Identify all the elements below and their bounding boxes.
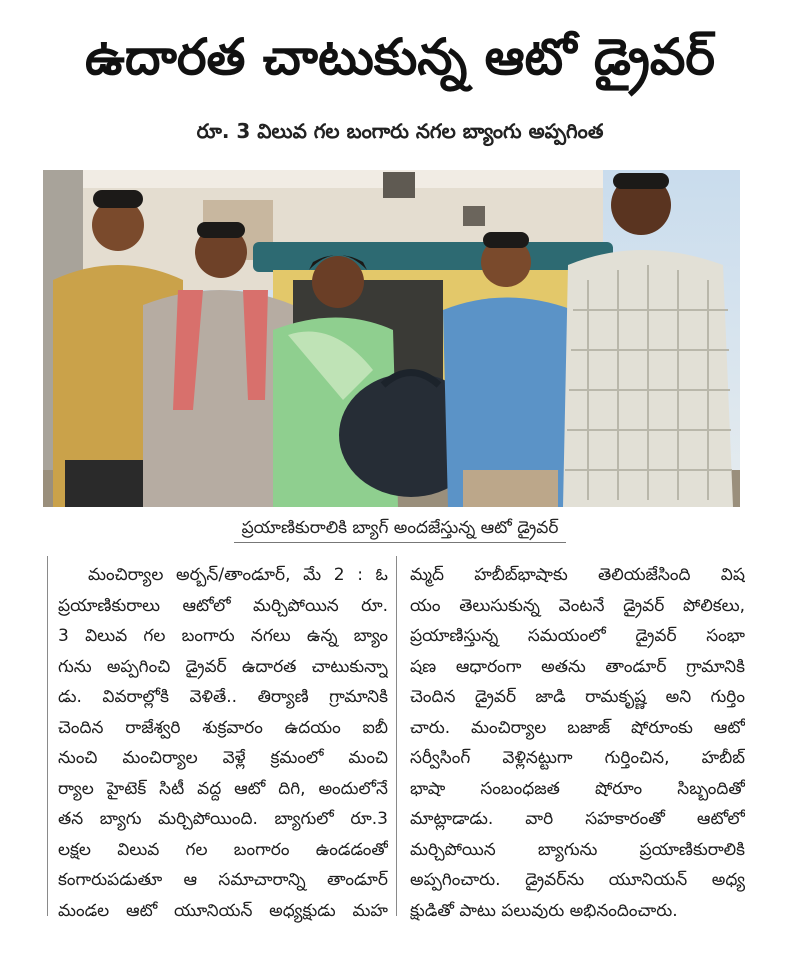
article-line: మంచిర్యాల అర్బన్/తాండూర్, మే 2 : ఓ — [88, 565, 388, 585]
article-line: చెందిన రాజేశ్వరి శుక్రవారం ఉదయం ఐబీ — [58, 717, 388, 738]
article-line: చెందిన డ్రైవర్ జాడి రామకృష్ణ అని గుర్తిం — [410, 687, 745, 707]
photo-caption-block — [0, 514, 800, 543]
article-column-left — [58, 560, 388, 926]
article-line: నుంచి మంచిర్యాల వెళ్లే క్రమంలో మంచి — [58, 748, 388, 768]
article-line: ప్రయాణికురాలు ఆటోలో మర్చిపోయిన రూ. — [58, 595, 388, 616]
article-line: మాట్లాడాడు. వారి సహకారంతో ఆటోలో — [410, 809, 745, 829]
article-line: డు. వివరాల్లోకి వెళితే.. తిర్యాణి గ్రామానికి — [58, 687, 388, 707]
article-line: 3 విలువ గల బంగారు నగలు ఉన్న బ్యాం — [58, 626, 388, 646]
article-line: అప్పగించారు. డ్రైవర్‌ను యూనియన్ అధ్య — [410, 870, 745, 890]
article-line: తన బ్యాగు మర్చిపోయింది. బ్యాగులో రూ.3 — [58, 809, 388, 829]
article-subheadline: రూ. 3 విలువ గల బంగారు నగల బ్యాంగు అప్పగింత — [196, 119, 604, 143]
article-line: ర్యాల హైటెక్ సిటీ వద్ద ఆటో దిగి, అందులోనే — [58, 778, 388, 799]
article-line: మ్మద్ హబీబ్‌భాషాకు తెలియజేసింది విష — [410, 565, 745, 585]
article-line: షణ ఆధారంగా అతను తాండూర్ గ్రామానికి — [410, 656, 745, 677]
photo-caption: ప్రయాణికురాలికి బ్యాగ్ అందజేస్తున్న ఆటో డ్రైవర్ — [234, 514, 567, 543]
article-line: యం తెలుసుకున్న వెంటనే డ్రైవర్ పోలికలు, — [410, 595, 745, 616]
article-line: గును అప్పగించి డ్రైవర్ ఉదారత చాటుకున్నా — [58, 656, 388, 677]
article-line: చారు. మంచిర్యాల బజాజ్ షోరూంకు ఆటో — [410, 717, 745, 738]
article-line: మండల ఆటో యూనియన్ అధ్యక్షుడు మహ — [58, 900, 388, 921]
article-line: మర్చిపోయిన బ్యాగును ప్రయాణికురాలికి — [410, 839, 745, 860]
article-column-right — [410, 560, 745, 926]
article-line: భాషా సంబంధజత షోరూం సిబ్బందితో — [410, 778, 745, 799]
article-line: ప్రయాణిస్తున్న సమయంలో డ్రైవర్ సంభా — [410, 626, 745, 646]
column-rule-left — [47, 556, 48, 916]
article-line: క్షుడితో పాటు పలువురు అభినందించారు. — [410, 900, 678, 921]
article-line: లక్షల విలువ గల బంగారం ఉండడంతో — [58, 839, 388, 860]
article-headline: ఉదారత చాటుకున్న ఆటో డ్రైవర్ — [84, 28, 716, 86]
column-rule-middle — [396, 556, 397, 916]
news-photo — [43, 170, 740, 507]
article-line: కంగారుపడుతూ ఆ సమాచారాన్ని తాండూర్ — [58, 870, 388, 890]
article-line: సర్వీసింగ్ వెళ్లినట్టుగా గుర్తించిన, హబీబ్ — [410, 748, 745, 768]
